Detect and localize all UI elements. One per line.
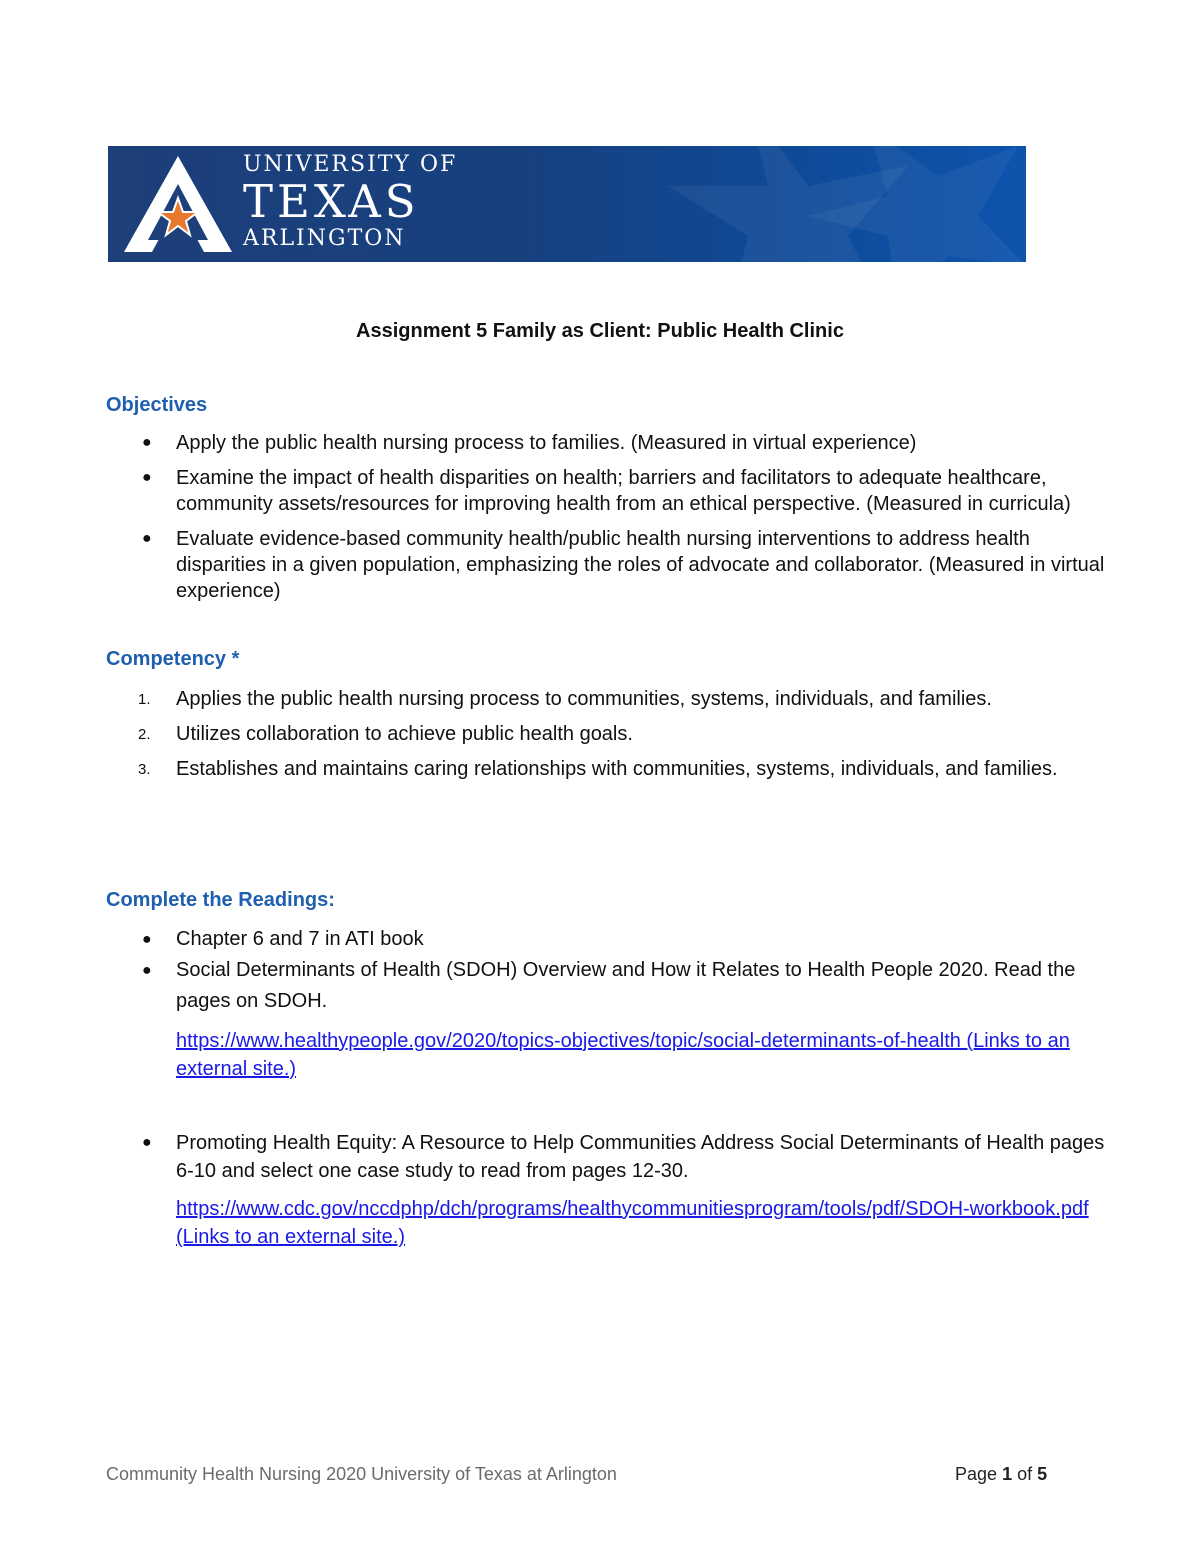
healthypeople-sdoh-link[interactable]: https://www.healthypeople.gov/2020/topics-objectives/topic/social-determinants-of-health (Links to an external site.) <box>176 1030 1070 1080</box>
university-wordmark <box>243 152 457 252</box>
footer-page-number: Page 1 of 5 <box>955 1464 1048 1484</box>
readings-heading: Complete the Readings: <box>106 889 335 911</box>
cdc-sdoh-workbook-link[interactable]: https://www.cdc.gov/nccdphp/dch/programs/healthycommunitiesprogram/tools/pdf/SDOH-workbook.pdf (Links to an external site.) <box>176 1198 1089 1248</box>
readings-list <box>106 924 1106 1251</box>
competency-heading: Competency * <box>106 648 240 670</box>
bullet-icon: ● <box>142 962 152 979</box>
bullet-icon: ● <box>142 434 152 451</box>
university-banner <box>108 146 1026 262</box>
logo-line-university-of: UNIVERSITY OF <box>243 152 458 177</box>
reading-item: ● Chapter 6 and 7 in ATI book <box>106 924 1106 955</box>
bullet-icon: ● <box>142 469 152 486</box>
objectives-list <box>106 430 1106 613</box>
competency-item: 2. Utilizes collaboration to achieve public health goals. <box>138 723 633 745</box>
reading-item: ● Social Determinants of Health (SDOH) Overview and How it Relates to Health People 2020. Read the pages on SDOH. https://www.healthypeople.gov/2020/topics-objectives/topic/social-determinants-of-health (Links to an external site.) <box>106 955 1106 1083</box>
uta-a-star-logo-icon <box>122 154 234 254</box>
logo-line-texas: TEXAS <box>243 175 420 228</box>
objective-item: ● Apply the public health nursing process to families. (Measured in virtual experience) <box>142 432 917 454</box>
competency-list <box>106 686 1106 791</box>
footer-course-info: Community Health Nursing 2020 University of Texas at Arlington <box>106 1464 617 1484</box>
bullet-icon: ● <box>142 530 152 547</box>
objectives-heading: Objectives <box>106 394 208 416</box>
reading-item: ● Promoting Health Equity: A Resource to Help Communities Address Social Determinants of Health pages 6-10 and select one case study to read from pages 12-30. https://www.cdc.gov/nccdphp/dch/programs/healthycommunitiesprogram/tools/pdf/SDOH-workbook.pdf (Links to an external site.) <box>106 1129 1106 1251</box>
assignment-title: Assignment 5 Family as Client: Public Health Clinic <box>356 320 844 342</box>
logo-line-arlington: ARLINGTON <box>243 226 406 251</box>
bullet-icon: ● <box>142 931 152 948</box>
objective-item: ● Evaluate evidence-based community health/public health nursing interventions to address health disparities in a given population, emphasizing the roles of advocate and collaborator. (Measured in virtual experience) <box>142 528 1105 602</box>
objective-item: ● Examine the impact of health disparities on health; barriers and facilitators to adequate healthcare, community assets/resources for improving health from an ethical perspective. (Measured in curricula) <box>142 467 1071 515</box>
competency-item: 3. Establishes and maintains caring relationships with communities, systems, individuals, and families. <box>138 758 1058 780</box>
competency-item: 1. Applies the public health nursing process to communities, systems, individuals, and families. <box>138 688 992 710</box>
bullet-icon: ● <box>142 1134 152 1151</box>
